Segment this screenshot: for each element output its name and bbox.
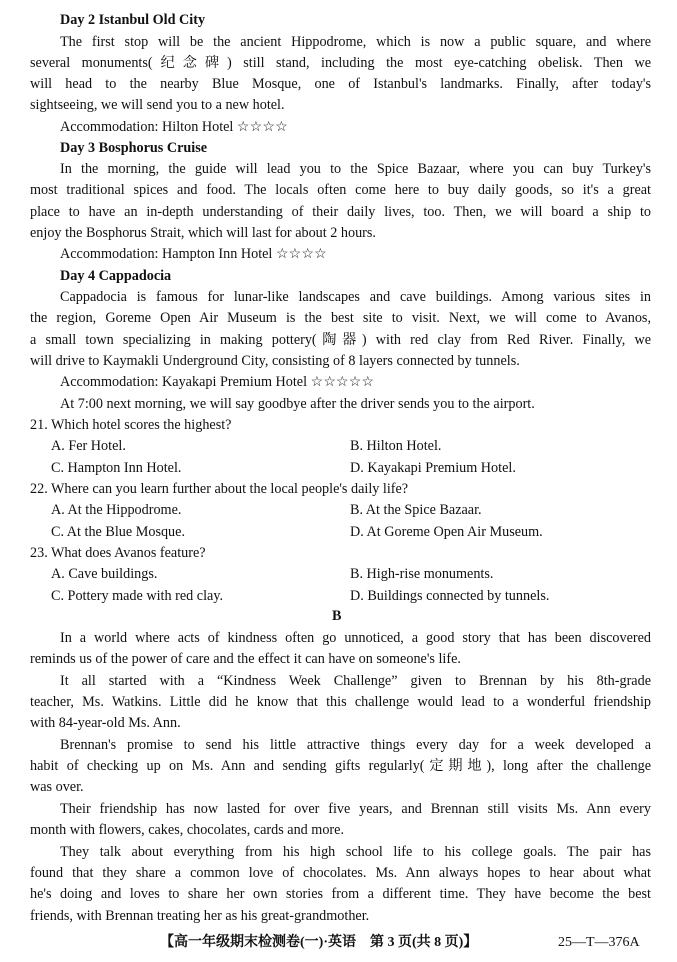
day4-line-2: the region, Goreme Open Air Museum is the best site to visit. Next, we will come to Avanos, bbox=[30, 310, 651, 326]
day3-line-4: enjoy the Bosphorus Strait, which will last for about 2 hours. bbox=[30, 225, 376, 241]
question-22-option-d: D. At Goreme Open Air Museum. bbox=[350, 524, 543, 540]
question-21-option-c: C. Hampton Inn Hotel. bbox=[51, 460, 182, 476]
day2-line-2: several monuments(纪念碑) still stand, including the most eye-catching obelisk. Then we bbox=[30, 55, 651, 71]
section-b-p2-line-2: teacher, Ms. Watkins. Little did he know that this challenge would lead to a wonderful friendship bbox=[30, 694, 651, 710]
question-23-option-b: B. High-rise monuments. bbox=[350, 566, 494, 582]
question-22-option-b: B. At the Spice Bazaar. bbox=[350, 502, 482, 518]
question-21-stem: 21. Which hotel scores the highest? bbox=[30, 417, 232, 433]
day4-line-4: will drive to Kaymakli Underground City, consisting of 8 layers connected by tunnels. bbox=[30, 353, 520, 369]
day4-line-3: a small town specializing in making pottery(陶器) with red clay from Red River. Finally, we bbox=[30, 332, 651, 348]
day2-line-3: will head to the nearby Blue Mosque, one of Istanbul's landmarks. Finally, after today's bbox=[30, 76, 651, 92]
section-b-label: B bbox=[332, 608, 342, 624]
day2-accommodation bbox=[60, 118, 288, 136]
footer-title: 【高一年级期末检测卷(一)·英语 第 3 页(共 8 页)】 bbox=[160, 935, 478, 950]
question-23-option-c: C. Pottery made with red clay. bbox=[51, 588, 224, 604]
section-b-p5-line-2: found that they share a common love of chocolates. Ms. Ann always hopes to hear about what bbox=[30, 865, 651, 881]
day3-accommodation-label: Accommodation: Hampton Inn Hotel bbox=[60, 246, 273, 262]
question-21-option-d: D. Kayakapi Premium Hotel. bbox=[350, 460, 516, 476]
section-b-p3-line-1: Brennan's promise to send his little attractive things every day for a week developed a bbox=[60, 737, 651, 753]
section-b-p2-line-3: with 84-year-old Ms. Ann. bbox=[30, 715, 181, 731]
section-b-p4-line-2: month with flowers, cakes, chocolates, cards and more. bbox=[30, 822, 344, 838]
star-rating-icon: ☆☆☆☆ bbox=[275, 246, 327, 262]
question-22-option-a: A. At the Hippodrome. bbox=[51, 502, 182, 518]
section-b-p1-line-2: reminds us of the power of care and the effect it can have on someone's life. bbox=[30, 651, 461, 667]
question-22-stem: 22. Where can you learn further about the local people's daily life? bbox=[30, 481, 409, 497]
section-b-p5-line-3: he's doing and loves to share her own stories from a different time. They have become the best bbox=[30, 886, 651, 902]
day4-closing: At 7:00 next morning, we will say goodbye after the driver sends you to the airport. bbox=[60, 396, 535, 412]
question-23-option-a: A. Cave buildings. bbox=[51, 566, 158, 582]
star-rating-icon: ☆☆☆☆☆ bbox=[310, 374, 375, 390]
question-21-option-a: A. Fer Hotel. bbox=[51, 438, 126, 454]
day4-line-1: Cappadocia is famous for lunar-like landscapes and cave buildings. Among various sites in bbox=[60, 289, 651, 305]
day3-line-1: In the morning, the guide will lead you to the Spice Bazaar, where you can buy Turkey's bbox=[60, 161, 651, 177]
day2-accommodation-label: Accommodation: Hilton Hotel bbox=[60, 119, 234, 135]
day2-line-1: The first stop will be the ancient Hippodrome, which is now a public square, and where bbox=[60, 34, 651, 50]
section-b-p5-line-1: They talk about everything from his high school life to his college goals. The pair has bbox=[60, 844, 651, 860]
day4-heading: Day 4 Cappadocia bbox=[60, 268, 172, 284]
day3-line-3: place to have an in-depth understanding of their daily lives, too. Then, we will board a ship to bbox=[30, 204, 651, 220]
star-rating-icon: ☆☆☆☆ bbox=[236, 119, 288, 135]
section-b-p1-line-1: In a world where acts of kindness often go unnoticed, a good story that has been discovered bbox=[60, 630, 651, 646]
section-b-p4-line-1: Their friendship has now lasted for over five years, and Brennan still visits Ms. Ann every bbox=[60, 801, 651, 817]
question-21-option-b: B. Hilton Hotel. bbox=[350, 438, 442, 454]
day3-line-2: most traditional spices and food. The locals often come here to buy daily goods, so it's a great bbox=[30, 182, 651, 198]
footer-code: 25—T—376A bbox=[558, 935, 640, 950]
section-b-p2-line-1: It all started with a “Kindness Week Challenge” given to Brennan by his 8th-grade bbox=[60, 673, 651, 689]
section-b-p5-line-4: friends, with Brennan treating her as his great-grandmother. bbox=[30, 908, 370, 924]
section-b-p3-line-3: was over. bbox=[30, 779, 84, 795]
day3-heading: Day 3 Bosphorus Cruise bbox=[60, 140, 208, 156]
day2-line-4: sightseeing, we will send you to a new hotel. bbox=[30, 97, 285, 113]
day2-heading: Day 2 Istanbul Old City bbox=[60, 12, 206, 28]
question-22-option-c: C. At the Blue Mosque. bbox=[51, 524, 185, 540]
day4-accommodation-label: Accommodation: Kayakapi Premium Hotel bbox=[60, 374, 308, 390]
day3-accommodation bbox=[60, 245, 327, 263]
question-23-stem: 23. What does Avanos feature? bbox=[30, 545, 206, 561]
day4-accommodation bbox=[60, 373, 374, 391]
question-23-option-d: D. Buildings connected by tunnels. bbox=[350, 588, 550, 604]
section-b-p3-line-2: habit of checking up on Ms. Ann and sending gifts regularly(定期地), long after the challenge bbox=[30, 758, 651, 774]
